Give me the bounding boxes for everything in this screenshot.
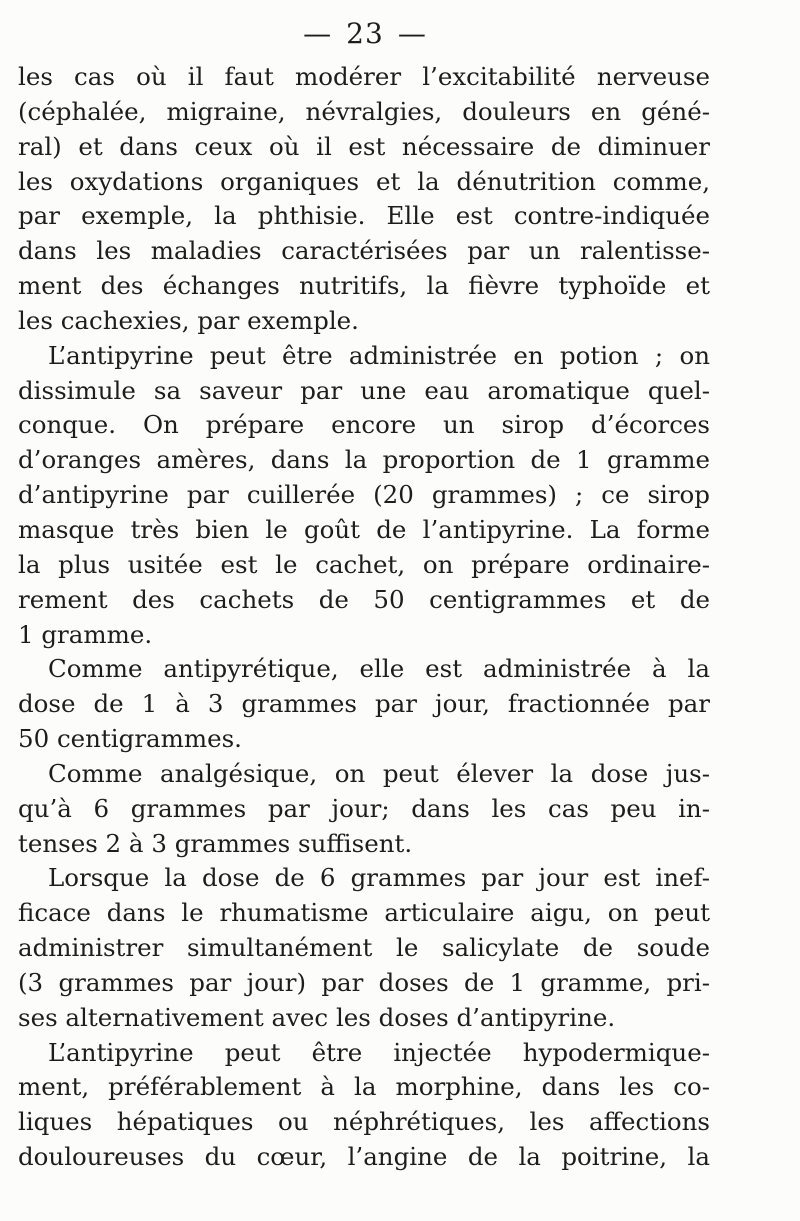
text-line: ses alternativement avec les doses d’antipyrine. bbox=[18, 1002, 616, 1032]
text-line: les cachexies, par exemple. bbox=[18, 305, 359, 335]
text-line: Comme antipyrétique, elle est administrée à la bbox=[48, 654, 710, 684]
text-line: la plus usitée est le cachet, on prépare ordinaire- bbox=[18, 549, 710, 579]
page-header bbox=[0, 16, 730, 52]
text-line: les cas où il faut modérer l’excitabilité nerveuse bbox=[18, 62, 710, 91]
text-line: par exemple, la phthisie. Elle est contre-indiquée bbox=[18, 201, 710, 231]
text-line: 1 gramme. bbox=[18, 619, 153, 649]
text-line: ral) et dans ceux où il est nécessaire de diminuer bbox=[18, 131, 710, 161]
paragraph bbox=[18, 1036, 710, 1175]
text-line: liques hépatiques ou néphrétiques, les affections bbox=[18, 1107, 710, 1137]
paragraph bbox=[18, 861, 710, 1035]
text-line: d’antipyrine par cuillerée (20 grammes) ; ce sirop bbox=[18, 480, 710, 510]
text-line: douloureuses du cœur, l’angine de la poitrine, la bbox=[18, 1142, 710, 1172]
text-line: dose de 1 à 3 grammes par jour, fractionnée par bbox=[18, 689, 710, 719]
text-line: Comme analgésique, on peut élever la dose jus- bbox=[48, 758, 710, 788]
text-line: ment des échanges nutritifs, la fièvre typhoïde et bbox=[18, 271, 710, 301]
text-line: Lorsque la dose de 6 grammes par jour est inef- bbox=[48, 863, 710, 893]
text-line: qu’à 6 grammes par jour; dans les cas peu in- bbox=[18, 793, 710, 823]
text-line: dans les maladies caractérisées par un ralentisse- bbox=[18, 236, 710, 266]
text-line: d’oranges amères, dans la proportion de 1 gramme bbox=[18, 445, 710, 475]
paragraph bbox=[18, 339, 710, 653]
text-line: dissimule sa saveur par une eau aromatique quel- bbox=[18, 375, 710, 405]
header-dash-left: — bbox=[303, 17, 333, 50]
paragraph bbox=[18, 60, 710, 339]
text-line: 50 centigrammes. bbox=[18, 724, 242, 754]
text-line: tenses 2 à 3 grammes suffisent. bbox=[18, 828, 413, 858]
header-dash-right: — bbox=[397, 17, 427, 50]
text-line: conque. On prépare encore un sirop d’écorces bbox=[18, 410, 710, 440]
text-line: administrer simultanément le salicylate de soude bbox=[18, 933, 710, 963]
text-line: les oxydations organiques et la dénutrition comme, bbox=[18, 166, 710, 196]
text-line: ment, préférablement à la morphine, dans les co- bbox=[18, 1072, 710, 1102]
text-line: L’antipyrine peut être injectée hypodermique- bbox=[48, 1037, 710, 1067]
text-line: masque très bien le goût de l’antipyrine. La forme bbox=[18, 514, 710, 544]
text-line: ficace dans le rhumatisme articulaire aigu, on peut bbox=[18, 898, 710, 928]
text-line: (3 grammes par jour) par doses de 1 gramme, pri- bbox=[18, 967, 710, 997]
paragraph bbox=[18, 757, 710, 862]
paragraph bbox=[18, 652, 710, 757]
text-line: (céphalée, migraine, névralgies, douleurs en géné- bbox=[18, 96, 710, 126]
text-line: L’antipyrine peut être administrée en potion ; on bbox=[48, 340, 710, 370]
body-text bbox=[18, 60, 710, 1175]
text-line: rement des cachets de 50 centigrammes et de bbox=[18, 584, 710, 614]
page-number: 23 bbox=[346, 17, 384, 50]
